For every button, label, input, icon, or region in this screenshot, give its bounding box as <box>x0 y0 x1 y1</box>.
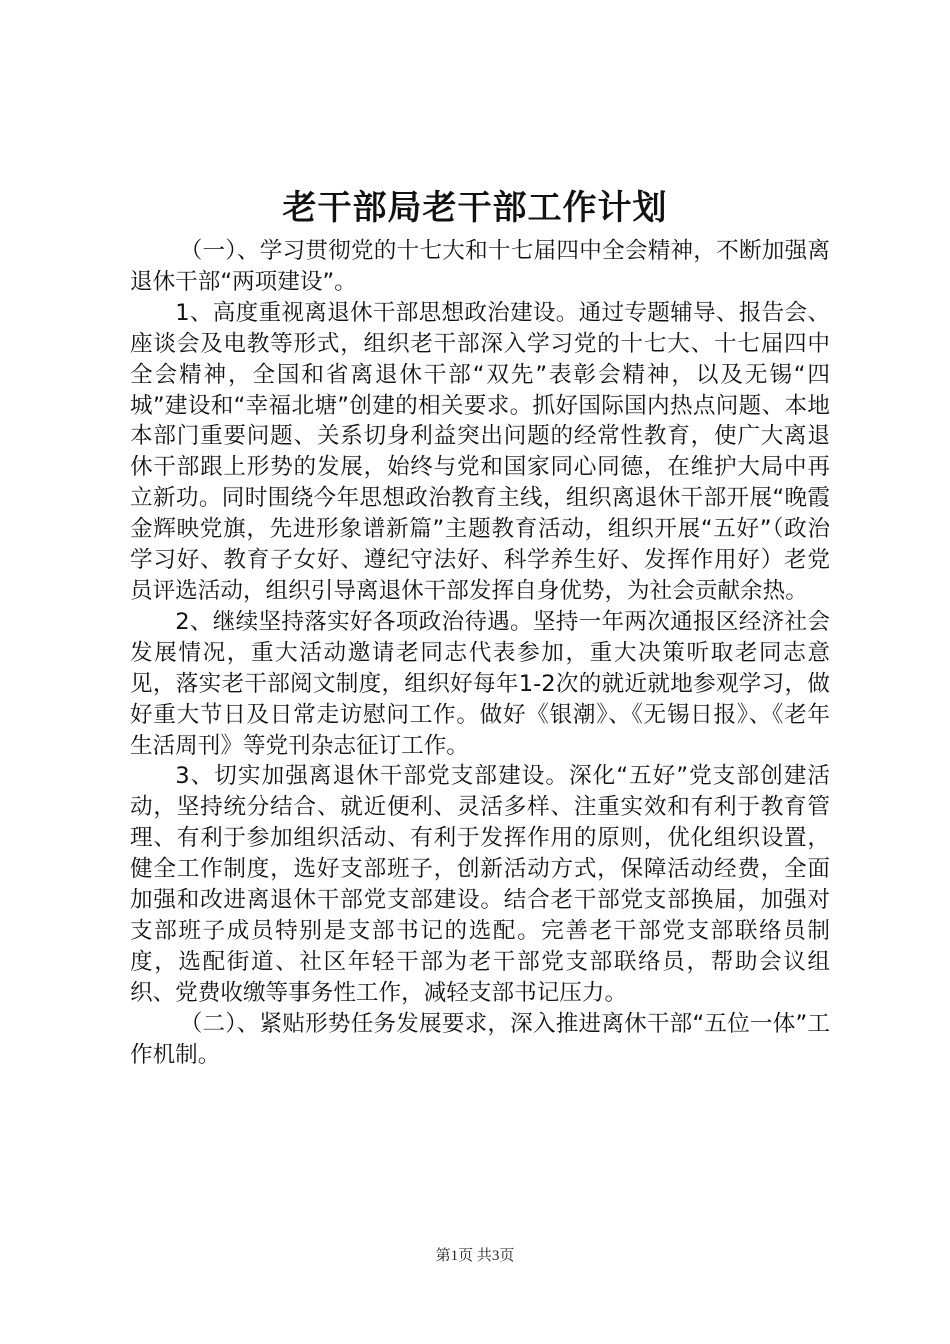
paragraph-3: 3、切实加强离退休干部党支部建设。深化“五好”党支部创建活动，坚持统分结合、就近便利、灵活多样、注重实效和有利于教育管理、有利于参加组织活动、有利于发挥作用的原则，优化组织设置，健全工作制度，选好支部班子，创新活动方式，保障活动经费，全面加强和改进离退休干部党支部建设。结合老干部党支部换届，加强对支部班子成员特别是支部书记的选配。完善老干部党支部联络员制度，选配街道、社区年轻干部为老干部党支部联络员，帮助会议组织、党费收缴等事务性工作，减轻支部书记压力。 <box>130 763 830 1006</box>
page-number-footer: 第1页 共3页 <box>435 1248 515 1264</box>
document-body <box>130 236 830 1070</box>
document-title: 老干部局老干部工作计划 <box>282 188 668 228</box>
section-heading-2: （二）、紧贴形势任务发展要求，深入推进离休干部“五位一体”工作机制。 <box>130 1010 830 1068</box>
section-heading-1: （一）、学习贯彻党的十七大和十七届四中全会精神，不断加强离退休干部“两项建设”。 <box>130 238 830 295</box>
paragraph-1: 1、高度重视离退休干部思想政治建设。通过专题辅导、报告会、座谈会及电教等形式，组织老干部深入学习党的十七大、十七届四中全会精神，全国和省离退休干部“双先”表彰会精神，以及无锡“四城”建设和“幸福北塘”创建的相关要求。抓好国际国内热点问题、本地本部门重要问题、关系切身利益突出问题的经常性教育，使广大离退休干部跟上形势的发展，始终与党和国家同心同德，在维护大局中再立新功。同时围绕今年思想政治教育主线，组织离退休干部开展“晚霞金辉映党旗，先进形象谱新篇”主题教育活动，组织开展“五好”（政治学习好、教育子女好、遵纪守法好、科学养生好、发挥作用好）老党员评选活动，组织引导离退休干部发挥自身优势，为社会贡献余热。 <box>130 299 830 604</box>
paragraph-2: 2、继续坚持落实好各项政治待遇。坚持一年两次通报区经济社会发展情况，重大活动邀请老同志代表参加，重大决策听取老同志意见，落实老干部阅文制度，组织好每年1-2次的就近就地参观学习，做好重大节日及日常走访慰问工作。做好《银潮》、《无锡日报》、《老年生活周刊》等党刊杂志征订工作。 <box>130 608 830 759</box>
